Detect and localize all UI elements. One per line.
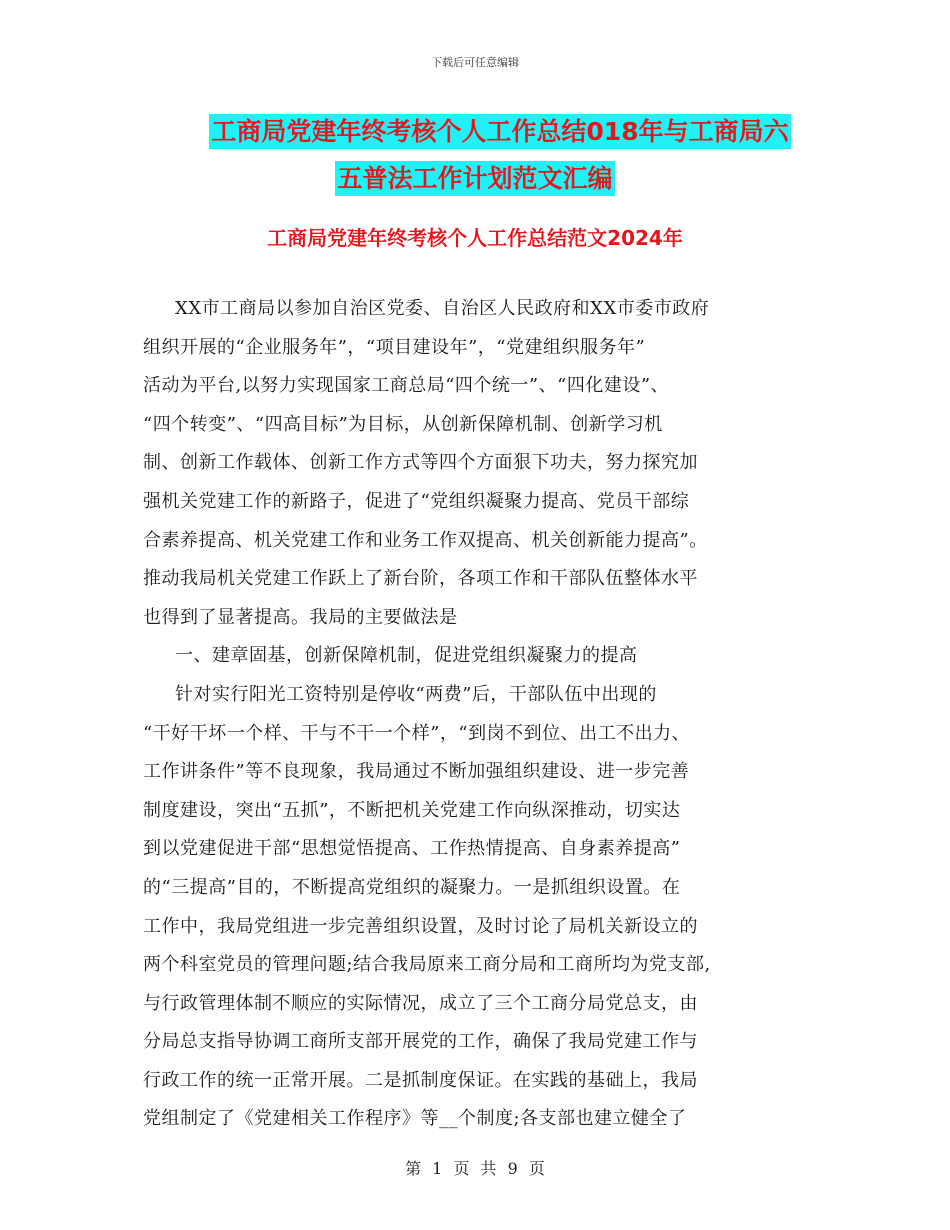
body-line: 强机关党建工作的新路子，促进了“党组织凝聚力提高、党员干部综 (143, 490, 690, 512)
title-line-2: 五普法工作计划范文汇编 (335, 161, 614, 196)
body-line: 制、创新工作载体、创新工作方式等四个方面狠下功夫，努力探究加 (143, 452, 698, 474)
body-line: 推动我局机关党建工作跃上了新台阶，各项工作和干部队伍整体水平 (143, 568, 698, 590)
header-note: 下载后可任意编辑 (431, 56, 519, 69)
body-line: 合素养提高、机关党建工作和业务工作双提高、机关创新能力提高”。 (143, 529, 708, 551)
body-line: 与行政管理体制不顺应的实际情况，成立了三个工商分局党总支，由 (143, 992, 698, 1014)
body-line: “干好干坏一个样、干与不干一个样”，“到岗不到位、出工不出力、 (143, 722, 691, 744)
title-line-1: 工商局党建年终考核个人工作总结018年与工商局六 (209, 114, 790, 149)
body-line: 工作中，我局党组进一步完善组织设置，及时讨论了局机关新设立的 (143, 915, 698, 937)
body-text (143, 290, 815, 1139)
body-line: 也得到了显著提高。我局的主要做法是 (143, 606, 458, 628)
body-line: 行政工作的统一正常开展。二是抓制度保证。在实践的基础上，我局 (143, 1069, 698, 1091)
page-footer: 第 1 页 共 9 页 (405, 1159, 545, 1178)
body-line: 两个科室党员的管理问题;结合我局原来工商分局和工商所均为党支部, (143, 954, 711, 976)
section-title: 工商局党建年终考核个人工作总结范文2024年 (267, 226, 683, 250)
body-line: 到以党建促进干部“思想觉悟提高、工作热情提高、自身素养提高” (143, 838, 681, 860)
body-line: XX市工商局以参加自治区党委、自治区人民政府和XX市委市政府 (175, 298, 710, 319)
body-line: 制度建设，突出“五抓”，不断把机关党建工作向纵深推动，切实达 (143, 799, 681, 821)
body-line: 组织开展的“企业服务年”，“项目建设年”，“党建组织服务年” (143, 336, 646, 358)
body-line: 针对实行阳光工资特别是停收“两费”后，干部队伍中出现的 (175, 683, 657, 705)
body-line: 的“三提高”目的，不断提高党组织的凝聚力。一是抓组织设置。在 (143, 876, 681, 898)
body-line: 一、建章固基，创新保障机制，促进党组织凝聚力的提高 (175, 645, 638, 667)
body-line: 活动为平台,以努力实现国家工商总局“四个统一”、“四化建设”、 (143, 375, 670, 397)
body-line: 党组制定了《党建相关工作程序》等__个制度;各支部也建立健全了 (143, 1108, 687, 1130)
body-line: “四个转变”、“四高目标”为目标，从创新保障机制、创新学习机 (143, 413, 663, 435)
document-title (0, 108, 950, 202)
body-line: 工作讲条件”等不良现象，我局通过不断加强组织建设、进一步完善 (143, 761, 690, 783)
body-line: 分局总支指导协调工商所支部开展党的工作，确保了我局党建工作与 (143, 1031, 698, 1053)
